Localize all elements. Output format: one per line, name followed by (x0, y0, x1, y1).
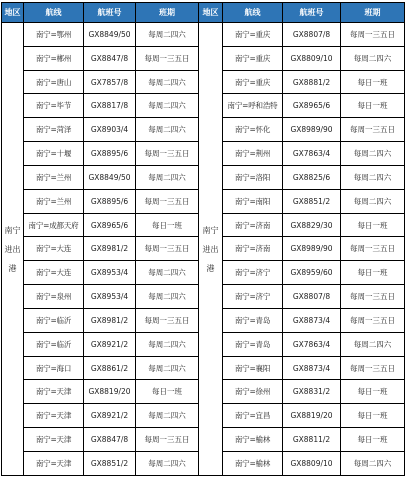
flight-number-cell: GX8819/20 (283, 404, 341, 428)
route-cell: 南宁=菏泽 (24, 118, 84, 142)
route-cell: 南宁=郴州 (24, 46, 84, 70)
route-cell: 南宁=青岛 (223, 332, 283, 356)
schedule-cell: 每周二四六 (136, 261, 199, 285)
flight-number-cell: GX8953/4 (84, 261, 136, 285)
region-label-line: 港 (206, 263, 215, 273)
route-cell: 南宁=成都天府 (24, 213, 84, 237)
schedule-cell: 每周二四六 (136, 285, 199, 309)
flight-number-cell: GX8873/4 (283, 308, 341, 332)
flight-number-cell: GX8847/8 (84, 46, 136, 70)
region-label-line: 进出 (202, 244, 219, 254)
route-cell: 南宁=十堰 (24, 142, 84, 166)
flight-number-cell: GX8825/6 (283, 165, 341, 189)
flight-number-cell: GX8849/50 (84, 23, 136, 47)
flight-number-cell: GX8981/2 (84, 237, 136, 261)
schedule-cell: 每周二四六 (136, 70, 199, 94)
flight-number-cell: GX8881/2 (283, 70, 341, 94)
route-cell: 南宁=天津 (24, 380, 84, 404)
flight-number-cell: GX8921/2 (84, 404, 136, 428)
schedule-cell: 每日一班 (341, 380, 405, 404)
route-cell: 南宁=重庆 (223, 46, 283, 70)
schedule-cell: 每周二四六 (136, 118, 199, 142)
route-cell: 南宁=济宁 (223, 285, 283, 309)
route-cell: 南宁=重庆 (223, 70, 283, 94)
region-cell-right (199, 23, 223, 476)
schedule-cell: 每日一班 (136, 380, 199, 404)
header-route-right: 航线 (223, 3, 283, 23)
schedule-cell: 每周二四六 (341, 451, 405, 475)
region-label-line: 南宁 (4, 225, 21, 235)
flight-number-cell: GX8817/8 (84, 94, 136, 118)
route-cell: 南宁=济南 (223, 213, 283, 237)
route-cell: 南宁=济南 (223, 237, 283, 261)
schedule-cell: 每周二四六 (136, 165, 199, 189)
flight-number-cell: GX8807/8 (283, 23, 341, 47)
route-cell: 南宁=唐山 (24, 70, 84, 94)
table-body (2, 23, 405, 476)
schedule-cell: 每周二四六 (136, 94, 199, 118)
flight-number-cell: GX8873/4 (283, 356, 341, 380)
flight-number-cell: GX8959/60 (283, 261, 341, 285)
header-schedule-left: 班期 (136, 3, 199, 23)
schedule-cell: 每日一班 (136, 213, 199, 237)
route-cell: 南宁=天津 (24, 428, 84, 452)
flight-number-cell: GX8895/6 (84, 142, 136, 166)
schedule-cell: 每周一三五日 (341, 23, 405, 47)
route-cell: 南宁=呼和浩特 (223, 94, 283, 118)
schedule-cell: 每日一班 (341, 428, 405, 452)
route-cell: 南宁=海口 (24, 356, 84, 380)
schedule-cell: 每周一三五日 (136, 142, 199, 166)
route-cell: 南宁=鄂州 (24, 23, 84, 47)
route-cell: 南宁=襄阳 (223, 356, 283, 380)
header-flight-left: 航班号 (84, 3, 136, 23)
header-route-left: 航线 (24, 3, 84, 23)
schedule-cell: 每周一三五日 (341, 356, 405, 380)
flight-number-cell: GX8847/8 (84, 428, 136, 452)
route-cell: 南宁=宜昌 (223, 404, 283, 428)
flight-number-cell: GX8849/50 (84, 165, 136, 189)
schedule-cell: 每周二四六 (136, 332, 199, 356)
schedule-cell: 每周一三五日 (136, 237, 199, 261)
route-cell: 南宁=南阳 (223, 189, 283, 213)
header-region-right: 地区 (199, 3, 223, 23)
flight-number-cell: GX7863/4 (283, 332, 341, 356)
route-cell: 南宁=徐州 (223, 380, 283, 404)
schedule-cell: 每周一三五日 (136, 46, 199, 70)
route-cell: 南宁=榆林 (223, 428, 283, 452)
table-header-row (2, 3, 405, 23)
flight-number-cell: GX8981/2 (84, 308, 136, 332)
schedule-cell: 每日一班 (341, 213, 405, 237)
schedule-cell: 每周二四六 (341, 189, 405, 213)
region-label-line: 港 (8, 263, 17, 273)
flight-number-cell: GX8831/2 (283, 380, 341, 404)
schedule-cell: 每周一三五日 (136, 428, 199, 452)
route-cell: 南宁=大连 (24, 261, 84, 285)
flight-number-cell: GX8989/90 (283, 237, 341, 261)
schedule-cell: 每周一三五日 (341, 308, 405, 332)
flight-number-cell: GX8965/6 (84, 213, 136, 237)
table-row (2, 23, 405, 47)
schedule-cell: 每周二四六 (341, 142, 405, 166)
route-cell: 南宁=兰州 (24, 165, 84, 189)
schedule-cell: 每周二四六 (341, 165, 405, 189)
route-cell: 南宁=兰州 (24, 189, 84, 213)
header-region-left: 地区 (2, 3, 24, 23)
route-cell: 南宁=天津 (24, 404, 84, 428)
schedule-cell: 每周一三五日 (136, 308, 199, 332)
schedule-cell: 每日一班 (341, 261, 405, 285)
schedule-cell: 每日一班 (341, 404, 405, 428)
header-schedule-right: 班期 (341, 3, 405, 23)
flight-number-cell: GX8895/6 (84, 189, 136, 213)
schedule-cell: 每周二四六 (341, 46, 405, 70)
route-cell: 南宁=临沂 (24, 332, 84, 356)
schedule-cell: 每周二四六 (136, 23, 199, 47)
route-cell: 南宁=济宁 (223, 261, 283, 285)
flight-number-cell: GX8809/10 (283, 451, 341, 475)
schedule-cell: 每周一三五日 (341, 118, 405, 142)
header-flight-right: 航班号 (283, 3, 341, 23)
schedule-cell: 每周二四六 (341, 332, 405, 356)
flight-number-cell: GX8819/20 (84, 380, 136, 404)
flight-number-cell: GX8989/90 (283, 118, 341, 142)
route-cell: 南宁=大连 (24, 237, 84, 261)
route-cell: 南宁=怀化 (223, 118, 283, 142)
route-cell: 南宁=天津 (24, 451, 84, 475)
route-cell: 南宁=重庆 (223, 23, 283, 47)
flight-number-cell: GX8921/2 (84, 332, 136, 356)
flight-number-cell: GX8851/2 (84, 451, 136, 475)
flight-number-cell: GX7857/8 (84, 70, 136, 94)
route-cell: 南宁=洛阳 (223, 165, 283, 189)
route-cell: 南宁=青岛 (223, 308, 283, 332)
schedule-cell: 每日一班 (341, 94, 405, 118)
schedule-cell: 每周一三五日 (341, 237, 405, 261)
flight-number-cell: GX8903/4 (84, 118, 136, 142)
route-cell: 南宁=临沂 (24, 308, 84, 332)
region-label-line: 进出 (4, 244, 21, 254)
route-cell: 南宁=榆林 (223, 451, 283, 475)
schedule-cell: 每日一班 (341, 70, 405, 94)
route-cell: 南宁=泉州 (24, 285, 84, 309)
flight-number-cell: GX8861/2 (84, 356, 136, 380)
flight-table (1, 2, 405, 476)
flight-number-cell: GX8811/2 (283, 428, 341, 452)
region-label-line: 南宁 (202, 225, 219, 235)
flight-number-cell: GX7863/4 (283, 142, 341, 166)
schedule-cell: 每周二四六 (136, 451, 199, 475)
region-cell-left (2, 23, 24, 476)
flight-number-cell: GX8829/30 (283, 213, 341, 237)
route-cell: 南宁=荆州 (223, 142, 283, 166)
schedule-cell: 每周一三五日 (341, 285, 405, 309)
flight-number-cell: GX8807/8 (283, 285, 341, 309)
schedule-cell: 每周一三五日 (136, 189, 199, 213)
flight-number-cell: GX8965/6 (283, 94, 341, 118)
flight-number-cell: GX8851/2 (283, 189, 341, 213)
schedule-cell: 每周二四六 (136, 404, 199, 428)
flight-schedule (1, 2, 404, 476)
flight-number-cell: GX8809/10 (283, 46, 341, 70)
schedule-cell: 每周二四六 (136, 356, 199, 380)
route-cell: 南宁=毕节 (24, 94, 84, 118)
flight-number-cell: GX8953/4 (84, 285, 136, 309)
